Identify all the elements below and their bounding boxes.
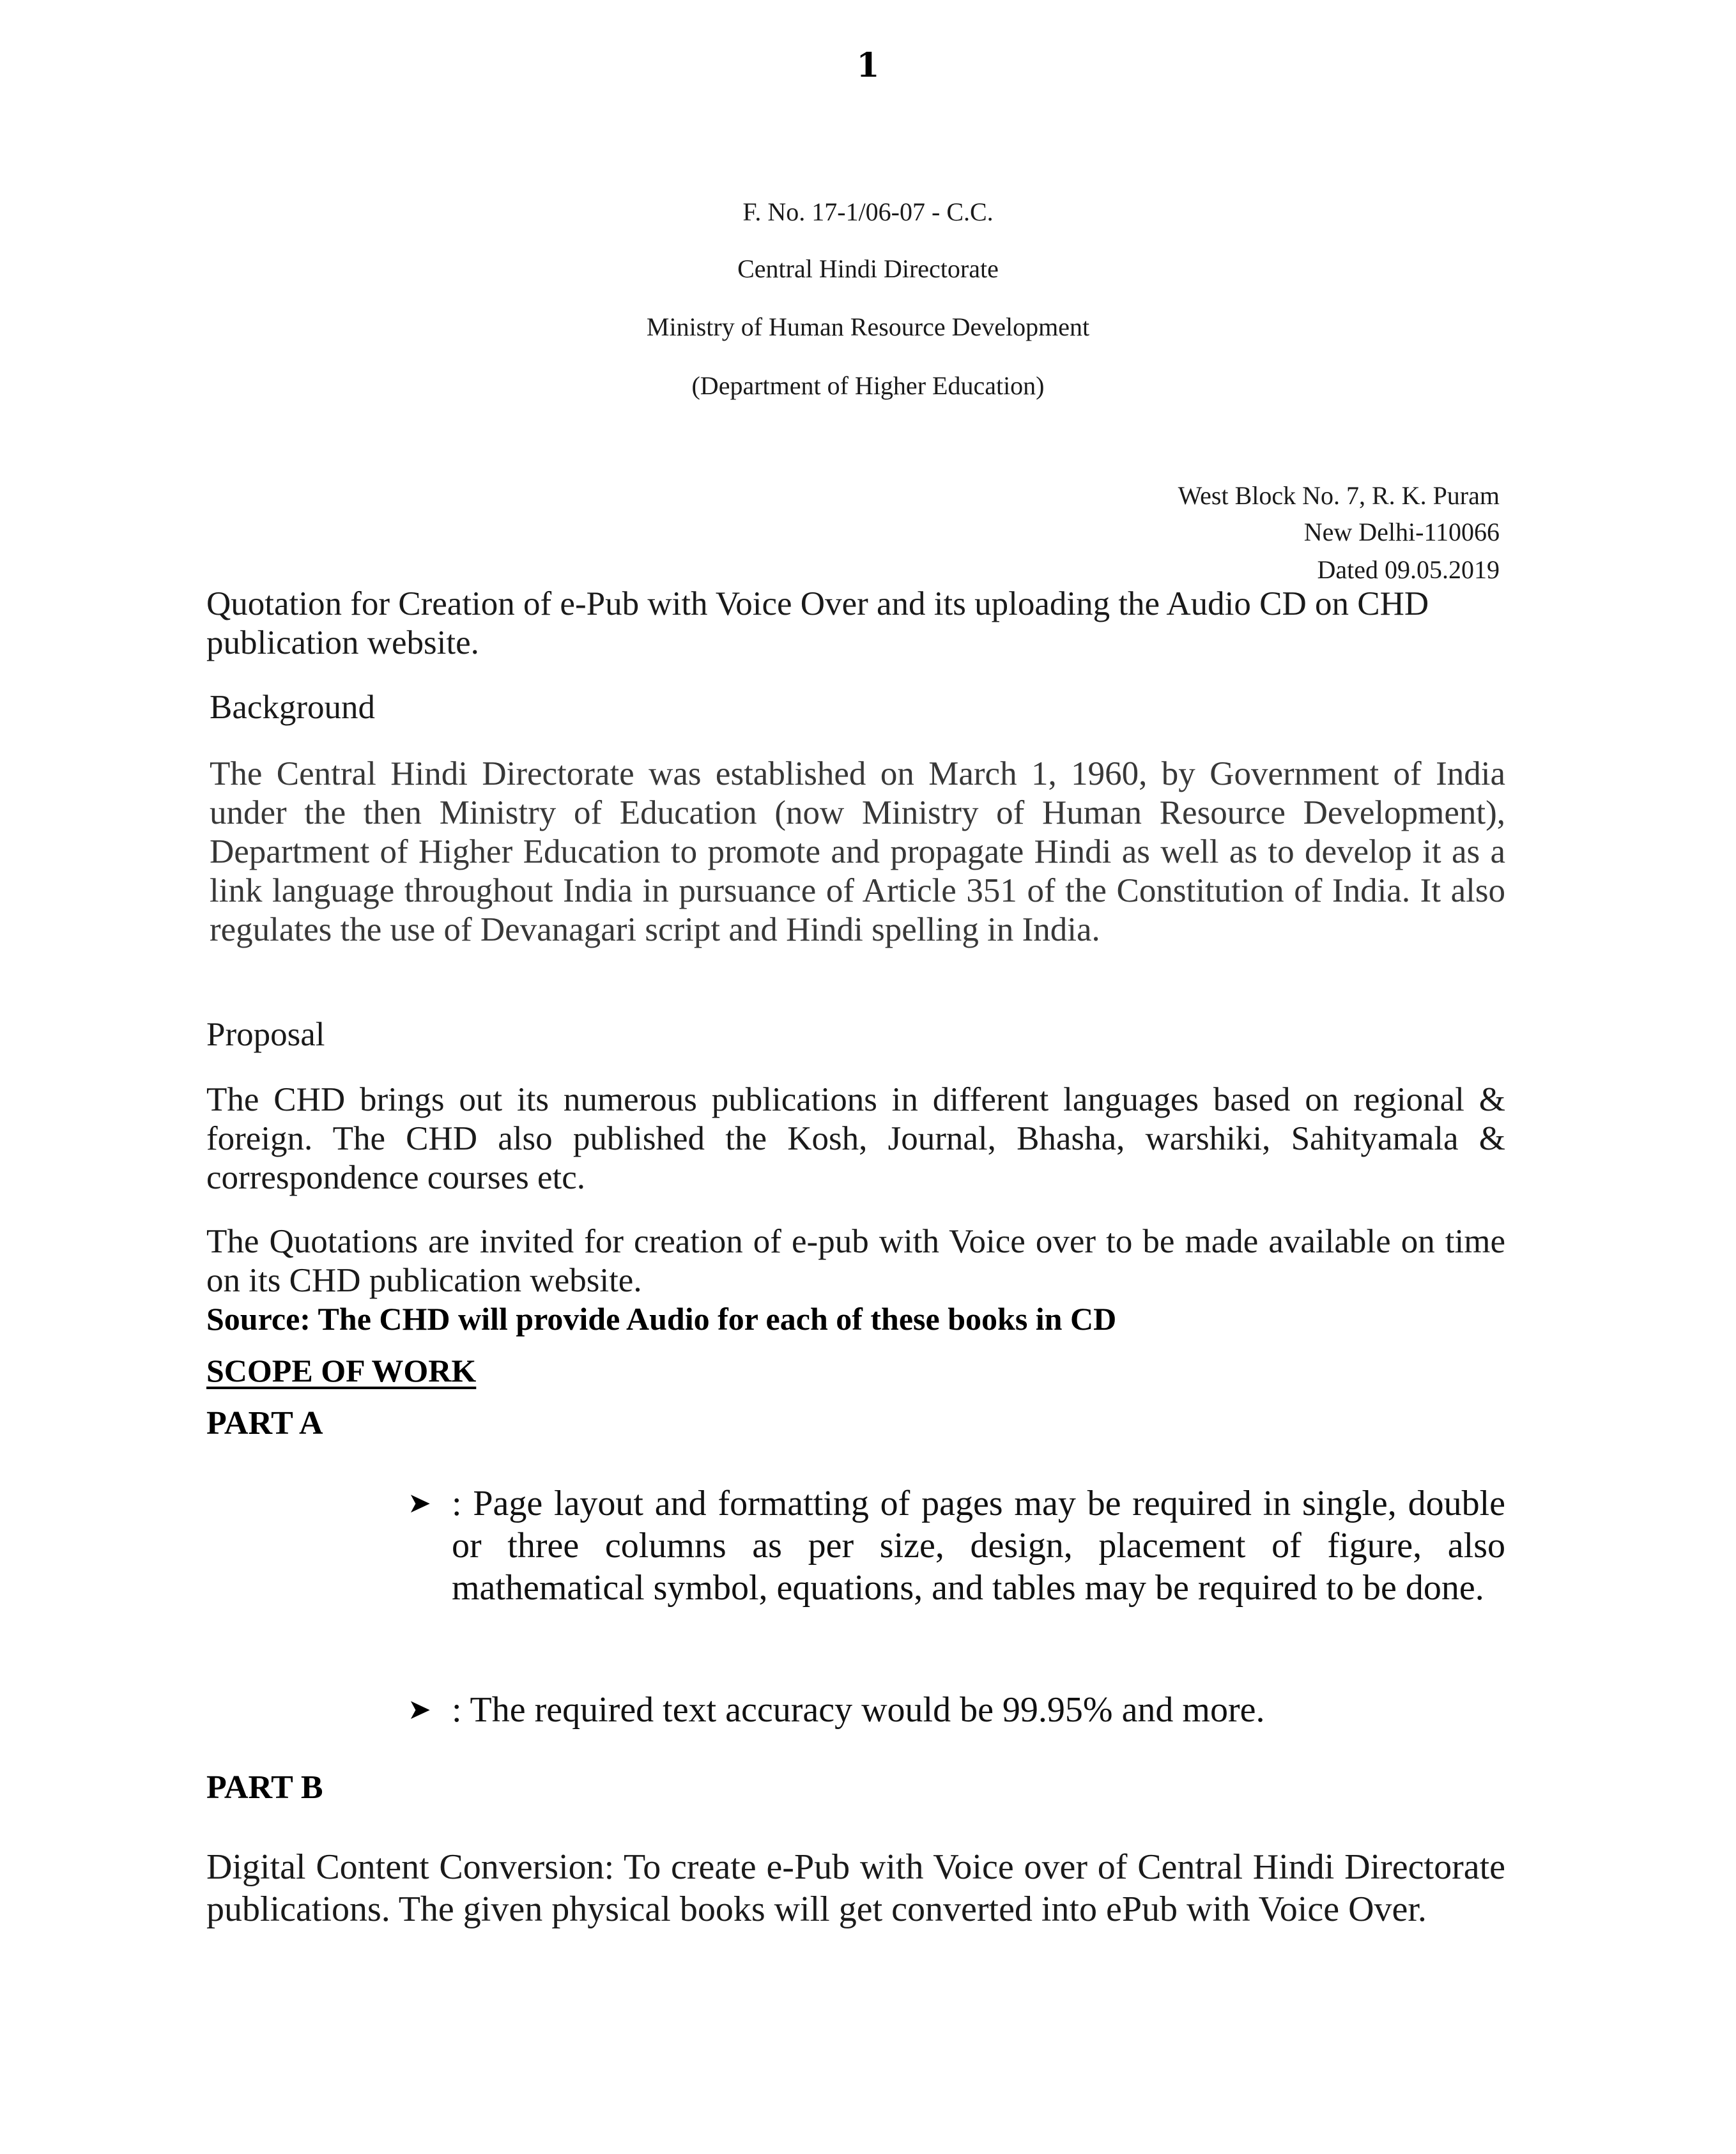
scope-of-work-heading xyxy=(206,1351,1505,1390)
arrow-bullet-icon: ➤ xyxy=(408,1487,431,1519)
arrow-bullet-icon: ➤ xyxy=(408,1693,431,1726)
part-a-heading: PART A xyxy=(206,1405,323,1442)
bullet-text: : Page layout and formatting of pages may be required in single, double or three columns as per size, design, placement of figure, also mathematical symbol, equations, and tables may be required to be done. xyxy=(452,1484,1505,1608)
part-a-bullet-2 xyxy=(408,1689,1505,1731)
background-paragraph: The Central Hindi Directorate was established on March 1, 1960, by Government of India under the then Ministry of Education (now Ministry of Human Resource Development), Department of Higher Education to promote and propagate Hindi as well as to develop it as a link language throughout India in pursuance of Article 351 of the Constitution of India. It also regulates the use of Devanagari script and Hindi spelling in India. xyxy=(210,755,1505,948)
source-note: Source: The CHD will provide Audio for each of these books in CD xyxy=(206,1301,1117,1337)
part-b-paragraph: Digital Content Conversion: To create e-Pub with Voice over of Central Hindi Directorate publications. The given physical books will get converted into ePub with Voice Over. xyxy=(206,1847,1505,1929)
file-number: F. No. 17-1/06-07 - C.C. xyxy=(742,197,994,226)
background-heading: Background xyxy=(210,689,376,726)
proposal-paragraph-1: The CHD brings out its numerous publications in different languages based on regional & foreign. The CHD also published the Kosh, Journal, Bhasha, warshiki, Sahityamala & correspondence courses etc. xyxy=(206,1081,1505,1196)
page-number: 1 xyxy=(856,46,880,85)
organization-name: Central Hindi Directorate xyxy=(737,254,999,283)
proposal-paragraph-2: The Quotations are invited for creation of e-pub with Voice over to be made available on time on its CHD publication website. xyxy=(206,1223,1505,1299)
department-name: (Department of Higher Education) xyxy=(691,371,1045,400)
document-title: Quotation for Creation of e-Pub with Voice Over and its uploading the Audio CD on CHD publication website. xyxy=(206,585,1429,661)
part-b-heading: PART B xyxy=(206,1769,323,1806)
scope-of-work-label: SCOPE OF WORK xyxy=(206,1353,477,1389)
proposal-heading: Proposal xyxy=(206,1016,325,1053)
address-line-2: New Delhi-110066 xyxy=(1303,518,1500,546)
document-date: Dated 09.05.2019 xyxy=(1317,555,1500,584)
address-line-1: West Block No. 7, R. K. Puram xyxy=(1178,481,1500,510)
part-a-bullet-1 xyxy=(408,1482,1505,1609)
bullet-text: : The required text accuracy would be 99.95% and more. xyxy=(452,1690,1265,1730)
ministry-name: Ministry of Human Resource Development xyxy=(646,312,1090,341)
